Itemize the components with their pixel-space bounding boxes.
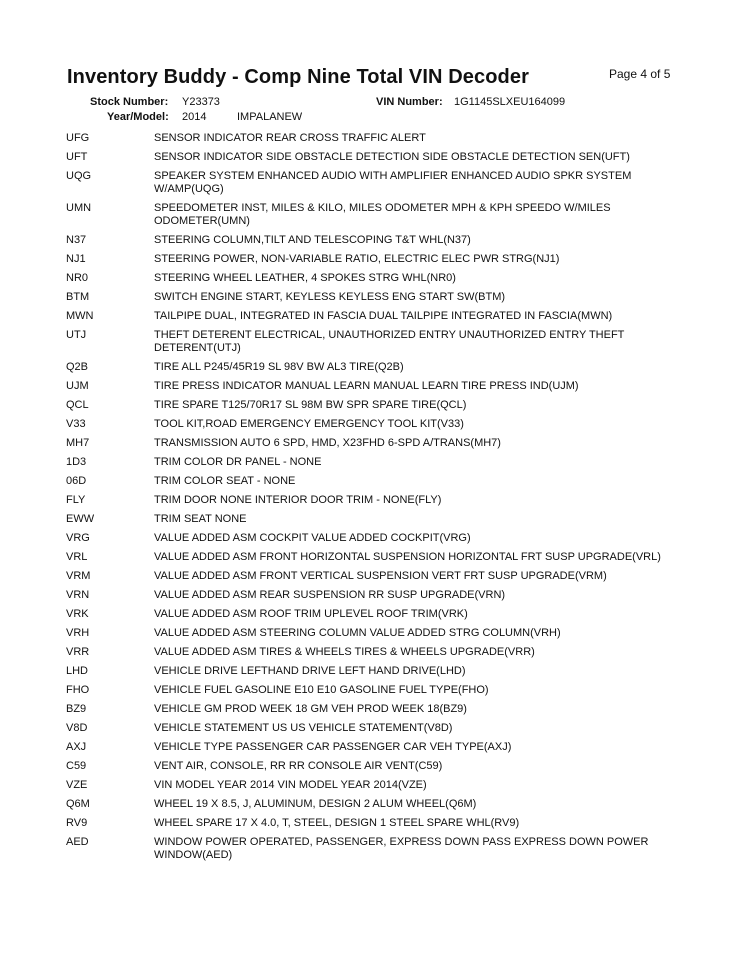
option-row [66, 494, 686, 507]
stock-number-label: Stock Number: [90, 96, 169, 108]
option-row [66, 570, 686, 583]
option-code: FHO [66, 684, 90, 696]
option-code: VZE [66, 779, 88, 791]
option-row [66, 272, 686, 285]
option-row [66, 513, 686, 526]
option-description: SENSOR INDICATOR SIDE OBSTACLE DETECTION SIDE OBSTACLE DETECTION SEN(UFT) [154, 151, 630, 163]
vin-number-value: 1G1145SLXEU164099 [454, 96, 566, 108]
option-row [66, 380, 686, 393]
option-row [66, 608, 686, 621]
option-description: TRANSMISSION AUTO 6 SPD, HMD, X23FHD 6-SPD A/TRANS(MH7) [154, 437, 501, 449]
option-code: EWW [66, 513, 95, 525]
option-code: FLY [66, 494, 86, 506]
option-description: VEHICLE GM PROD WEEK 18 GM VEH PROD WEEK 18(BZ9) [154, 703, 467, 715]
option-description: TIRE ALL P245/45R19 SL 98V BW AL3 TIRE(Q2B) [154, 361, 404, 373]
option-description: TRIM SEAT NONE [154, 513, 247, 525]
option-code: LHD [66, 665, 89, 677]
option-description: STEERING WHEEL LEATHER, 4 SPOKES STRG WHL(NR0) [154, 272, 456, 284]
option-description: TIRE SPARE T125/70R17 SL 98M BW SPR SPARE TIRE(QCL) [154, 399, 467, 411]
option-row [66, 779, 686, 792]
option-description: STEERING POWER, NON-VARIABLE RATIO, ELECTRIC ELEC PWR STRG(NJ1) [154, 253, 560, 265]
option-description: VALUE ADDED ASM FRONT HORIZONTAL SUSPENSION HORIZONTAL FRT SUSP UPGRADE(VRL) [154, 551, 661, 563]
option-description: SPEEDOMETER INST, MILES & KILO, MILES ODOMETER MPH & KPH SPEEDO W/MILES ODOMETER(UMN) [154, 202, 611, 227]
option-description: WHEEL 19 X 8.5, J, ALUMINUM, DESIGN 2 ALUM WHEEL(Q6M) [154, 798, 477, 810]
option-row [66, 646, 686, 659]
option-description: TIRE PRESS INDICATOR MANUAL LEARN MANUAL LEARN TIRE PRESS IND(UJM) [154, 380, 579, 392]
option-row [66, 418, 686, 431]
option-row [66, 741, 686, 754]
option-row [66, 456, 686, 469]
option-code: VRL [66, 551, 88, 563]
option-code: C59 [66, 760, 87, 772]
option-code: NJ1 [66, 253, 86, 265]
option-code: N37 [66, 234, 87, 246]
option-row [66, 399, 686, 412]
model-value: IMPALANEW [237, 111, 303, 123]
option-description: VALUE ADDED ASM ROOF TRIM UPLEVEL ROOF TRIM(VRK) [154, 608, 468, 620]
option-row [66, 798, 686, 811]
year-value: 2014 [182, 111, 207, 123]
option-row [66, 437, 686, 450]
option-row [66, 132, 686, 145]
option-code: QCL [66, 399, 89, 411]
option-code: Q6M [66, 798, 90, 810]
option-row [66, 532, 686, 545]
option-code: RV9 [66, 817, 88, 829]
option-description: VIN MODEL YEAR 2014 VIN MODEL YEAR 2014(VZE) [154, 779, 427, 791]
option-row [66, 627, 686, 640]
option-code: V8D [66, 722, 88, 734]
option-code: VRK [66, 608, 89, 620]
option-description: WHEEL SPARE 17 X 4.0, T, STEEL, DESIGN 1 STEEL SPARE WHL(RV9) [154, 817, 520, 829]
option-row [66, 234, 686, 247]
option-row [66, 361, 686, 374]
option-row [66, 151, 686, 164]
option-code: VRR [66, 646, 90, 658]
option-code: MWN [66, 310, 94, 322]
option-description: VEHICLE TYPE PASSENGER CAR PASSENGER CAR VEH TYPE(AXJ) [154, 741, 512, 753]
option-row [66, 170, 686, 196]
option-description: VEHICLE STATEMENT US US VEHICLE STATEMENT(V8D) [154, 722, 453, 734]
option-description: VALUE ADDED ASM STEERING COLUMN VALUE ADDED STRG COLUMN(VRH) [154, 627, 561, 639]
option-row [66, 836, 686, 862]
option-code: Q2B [66, 361, 89, 373]
option-row [66, 589, 686, 602]
option-code: BTM [66, 291, 90, 303]
option-row [66, 475, 686, 488]
option-description: VALUE ADDED ASM REAR SUSPENSION RR SUSP UPGRADE(VRN) [154, 589, 506, 601]
option-description: TAILPIPE DUAL, INTEGRATED IN FASCIA DUAL TAILPIPE INTEGRATED IN FASCIA(MWN) [154, 310, 613, 322]
option-row [66, 310, 686, 323]
option-row [66, 202, 686, 228]
option-row [66, 551, 686, 564]
option-description: VEHICLE FUEL GASOLINE E10 E10 GASOLINE FUEL TYPE(FHO) [154, 684, 489, 696]
option-code: V33 [66, 418, 86, 430]
option-description: VEHICLE DRIVE LEFTHAND DRIVE LEFT HAND DRIVE(LHD) [154, 665, 466, 677]
option-row [66, 703, 686, 716]
option-description: WINDOW POWER OPERATED, PASSENGER, EXPRESS DOWN PASS EXPRESS DOWN POWER WINDOW(AED) [154, 836, 649, 861]
document-title: Inventory Buddy - Comp Nine Total VIN Decoder [67, 66, 529, 88]
option-description: TOOL KIT,ROAD EMERGENCY EMERGENCY TOOL KIT(V33) [154, 418, 464, 430]
option-row [66, 722, 686, 735]
stock-number-value: Y23373 [182, 96, 220, 108]
option-code: MH7 [66, 437, 90, 449]
option-description: VALUE ADDED ASM FRONT VERTICAL SUSPENSION VERT FRT SUSP UPGRADE(VRM) [154, 570, 607, 582]
option-code: UTJ [66, 329, 87, 341]
option-description: VALUE ADDED ASM TIRES & WHEELS TIRES & WHEELS UPGRADE(VRR) [154, 646, 535, 658]
option-code: UJM [66, 380, 89, 392]
vin-number-label: VIN Number: [376, 96, 443, 108]
option-description: SWITCH ENGINE START, KEYLESS KEYLESS ENG START SW(BTM) [154, 291, 506, 303]
option-code: VRM [66, 570, 91, 582]
option-code: UFG [66, 132, 90, 144]
option-code: VRG [66, 532, 90, 544]
option-description: TRIM COLOR DR PANEL - NONE [154, 456, 322, 468]
option-code: NR0 [66, 272, 89, 284]
option-description: VALUE ADDED ASM COCKPIT VALUE ADDED COCKPIT(VRG) [154, 532, 471, 544]
option-row [66, 817, 686, 830]
option-description: SENSOR INDICATOR REAR CROSS TRAFFIC ALERT [154, 132, 426, 144]
option-description: SPEAKER SYSTEM ENHANCED AUDIO WITH AMPLIFIER ENHANCED AUDIO SPKR SYSTEM W/AMP(UQG) [154, 170, 632, 195]
option-code-list [66, 132, 686, 868]
option-description: TRIM COLOR SEAT - NONE [154, 475, 296, 487]
option-code: BZ9 [66, 703, 87, 715]
option-row [66, 253, 686, 266]
option-row [66, 684, 686, 697]
option-row [66, 665, 686, 678]
option-code: UQG [66, 170, 92, 182]
option-code: 1D3 [66, 456, 87, 468]
option-description: VENT AIR, CONSOLE, RR RR CONSOLE AIR VENT(C59) [154, 760, 443, 772]
option-code: UFT [66, 151, 88, 163]
option-row [66, 760, 686, 773]
option-row [66, 329, 686, 355]
option-description: THEFT DETERENT ELECTRICAL, UNAUTHORIZED ENTRY UNAUTHORIZED ENTRY THEFT DETERENT(UTJ) [154, 329, 625, 354]
option-code: UMN [66, 202, 92, 214]
year-model-label: Year/Model: [107, 111, 169, 123]
option-code: 06D [66, 475, 87, 487]
option-description: STEERING COLUMN,TILT AND TELESCOPING T&T WHL(N37) [154, 234, 471, 246]
option-code: AED [66, 836, 89, 848]
page-number: Page 4 of 5 [609, 67, 671, 81]
option-code: AXJ [66, 741, 87, 753]
option-code: VRH [66, 627, 90, 639]
option-description: TRIM DOOR NONE INTERIOR DOOR TRIM - NONE(FLY) [154, 494, 442, 506]
option-code: VRN [66, 589, 90, 601]
option-row [66, 291, 686, 304]
